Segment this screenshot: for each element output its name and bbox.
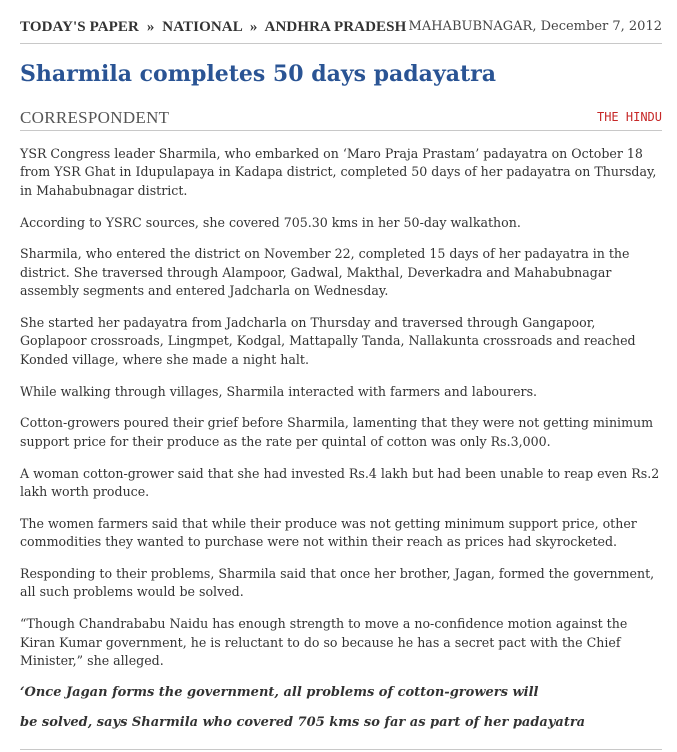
article-body: [20, 145, 662, 670]
paragraph: Cotton-growers poured their grief before Sharmila, lamenting that they were not getting minimum support price for their produce as the rate per quintal of cotton was only Rs.3,000.: [20, 415, 654, 449]
paragraph: Sharmila, who entered the district on November 22, completed 15 days of her padayatra in the district. She traversed through Alampoor, Gadwal, Makthal, Deverkadra and Mahabubnagar assembly segments and entered Jadcharla on Wednesday.: [20, 246, 630, 299]
article: [20, 0, 662, 744]
pull-quote-line: ‘Once Jagan forms the government, all problems of cotton-growers will: [20, 684, 539, 700]
pull-quote-line: be solved, says Sharmila who covered 705 kms so far as part of her padayatra: [20, 714, 586, 730]
paragraph: Responding to their problems, Sharmila said that once her brother, Jagan, formed the government, all such problems would be solved.: [20, 566, 655, 600]
paragraph: “Though Chandrababu Naidu has enough strength to move a no-confidence motion against the Kiran Kumar government, he is reluctant to do so because he has a secret pact with the Chief Minister,” she alleged.: [20, 616, 628, 669]
breadcrumb-andhra-pradesh[interactable]: ANDHRA PRADESH: [264, 19, 407, 35]
dateline: MAHABUBNAGAR, December 7, 2012: [408, 19, 662, 34]
breadcrumb: [20, 19, 406, 36]
paragraph: While walking through villages, Sharmila interacted with farmers and labourers.: [20, 383, 538, 399]
paragraph: A woman cotton-grower said that she had invested Rs.4 lakh but had been unable to reap even Rs.2 lakh worth produce.: [20, 465, 660, 500]
paragraph: The women farmers said that while their produce was not getting minimum support price, other commodities they wanted to purchase were not within their reach as prices had skyrocketed.: [20, 515, 637, 550]
breadcrumb-national[interactable]: NATIONAL: [162, 19, 243, 35]
byline-row: [20, 108, 662, 131]
bottom-divider: [20, 749, 662, 750]
source-label: THE HINDU: [596, 110, 662, 124]
paragraph: According to YSRC sources, she covered 705.30 kms in her 50-day walkathon.: [20, 214, 521, 230]
headline: Sharmila completes 50 days padayatra: [20, 61, 496, 87]
paragraph: She started her padayatra from Jadcharla on Thursday and traversed through Gangapoor, Goplapoor crossroads, Lingmpet, Kodgal, Mattapally Tanda, Nallakunta crossroads and reached Konded village, where she made a night halt.: [20, 315, 636, 367]
breadcrumb-separator: »: [249, 19, 258, 35]
paragraph: YSR Congress leader Sharmila, who embarked on ‘Maro Praja Prastam’ padayatra on October 18 from YSR Ghat in Idupulapaya in Kadapa district, completed 50 days of her padayatra on Thursday, in Mahabubnagar district.: [20, 146, 657, 198]
breadcrumb-separator: »: [146, 19, 155, 35]
breadcrumb-todays-paper[interactable]: TODAY'S PAPER: [20, 19, 139, 35]
pull-quote: [20, 684, 662, 732]
byline: CORRESPONDENT: [20, 108, 170, 127]
top-bar: [20, 0, 662, 44]
